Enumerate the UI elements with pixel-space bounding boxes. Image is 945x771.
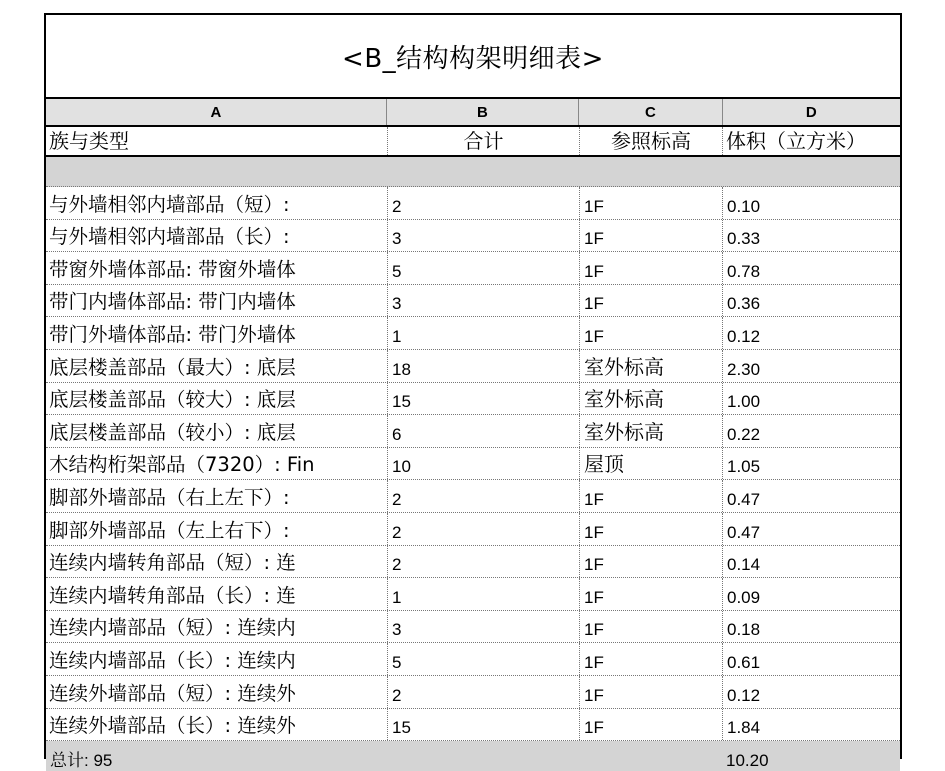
field-header-reference-level[interactable]: 参照标高 [579, 127, 722, 155]
cell-count[interactable]: 5 [387, 643, 579, 675]
cell-family-type[interactable]: 连续内墙转角部品（长）: 连 [49, 583, 296, 607]
cell-family-type[interactable]: 带窗外墙体部品: 带窗外墙体 [49, 257, 296, 281]
cell-reference-level[interactable]: 1F [579, 578, 722, 610]
table-row[interactable] [46, 285, 900, 318]
table-row[interactable] [46, 220, 900, 253]
field-header-volume[interactable]: 体积（立方米） [722, 127, 900, 155]
cell-count[interactable]: 10 [387, 448, 579, 480]
cell-count[interactable]: 3 [387, 611, 579, 643]
column-letter-b[interactable]: B [386, 99, 578, 125]
table-row[interactable] [46, 383, 900, 416]
cell-family-type[interactable]: 连续外墙部品（长）: 连续外 [49, 714, 296, 738]
cell-reference-level[interactable]: 室外标高 [579, 350, 722, 382]
field-header-count[interactable]: 合计 [387, 127, 579, 155]
cell-reference-level[interactable]: 1F [579, 513, 722, 545]
cell-count[interactable]: 3 [387, 285, 579, 317]
cell-family-type[interactable]: 底层楼盖部品（较小）: 底层 [49, 420, 296, 444]
cell-count[interactable]: 1 [387, 578, 579, 610]
cell-reference-level[interactable]: 1F [579, 317, 722, 349]
cell-volume[interactable]: 0.36 [722, 285, 900, 317]
cell-volume[interactable]: 1.05 [722, 448, 900, 480]
cell-reference-level[interactable]: 1F [579, 611, 722, 643]
cell-reference-level[interactable]: 1F [579, 643, 722, 675]
column-letter-d[interactable]: D [722, 99, 900, 125]
table-row[interactable] [46, 415, 900, 448]
group-header-row[interactable] [46, 157, 900, 187]
cell-family-type[interactable]: 带门内墙体部品: 带门内墙体 [49, 290, 296, 314]
cell-family-type[interactable]: 脚部外墙部品（左上右下）: [49, 518, 290, 542]
column-letter-header [46, 99, 900, 127]
cell-reference-level[interactable]: 1F [579, 676, 722, 708]
cell-count[interactable]: 15 [387, 383, 579, 415]
cell-family-type[interactable]: 底层楼盖部品（最大）: 底层 [49, 355, 296, 379]
cell-volume[interactable]: 0.61 [722, 643, 900, 675]
table-row[interactable] [46, 546, 900, 579]
cell-count[interactable]: 2 [387, 513, 579, 545]
total-empty-c [579, 741, 722, 771]
cell-family-type[interactable]: 木结构桁架部品（7320）: Fin [49, 453, 315, 477]
column-letter-a[interactable]: A [210, 103, 222, 121]
cell-family-type[interactable]: 底层楼盖部品（较大）: 底层 [49, 388, 296, 412]
table-row[interactable] [46, 350, 900, 383]
cell-reference-level[interactable]: 屋顶 [579, 448, 722, 480]
cell-reference-level[interactable]: 1F [579, 285, 722, 317]
table-row[interactable] [46, 317, 900, 350]
cell-count[interactable]: 18 [387, 350, 579, 382]
total-count: 总计: 95 [50, 751, 113, 771]
schedule-body [46, 187, 900, 741]
cell-reference-level[interactable]: 室外标高 [579, 415, 722, 447]
cell-reference-level[interactable]: 室外标高 [579, 383, 722, 415]
cell-family-type[interactable]: 与外墙相邻内墙部品（短）: [49, 192, 290, 216]
cell-volume[interactable]: 0.78 [722, 252, 900, 284]
table-row[interactable] [46, 513, 900, 546]
table-row[interactable] [46, 676, 900, 709]
cell-reference-level[interactable]: 1F [579, 187, 722, 219]
cell-volume[interactable]: 0.33 [722, 220, 900, 252]
total-empty-b [387, 741, 579, 771]
table-row[interactable] [46, 578, 900, 611]
cell-volume[interactable]: 1.00 [722, 383, 900, 415]
cell-volume[interactable]: 0.47 [722, 513, 900, 545]
cell-family-type[interactable]: 与外墙相邻内墙部品（长）: [49, 225, 290, 249]
cell-count[interactable]: 2 [387, 546, 579, 578]
cell-volume[interactable]: 0.18 [722, 611, 900, 643]
cell-count[interactable]: 1 [387, 317, 579, 349]
table-row[interactable] [46, 187, 900, 220]
cell-reference-level[interactable]: 1F [579, 480, 722, 512]
field-header-row [46, 127, 900, 157]
cell-count[interactable]: 2 [387, 187, 579, 219]
cell-count[interactable]: 3 [387, 220, 579, 252]
cell-family-type[interactable]: 脚部外墙部品（右上左下）: [49, 485, 290, 509]
cell-volume[interactable]: 0.14 [722, 546, 900, 578]
cell-reference-level[interactable]: 1F [579, 252, 722, 284]
table-row[interactable] [46, 252, 900, 285]
table-row[interactable] [46, 611, 900, 644]
cell-reference-level[interactable]: 1F [579, 709, 722, 741]
total-volume: 10.20 [726, 751, 769, 771]
schedule-title: <B_结构构架明细表> [46, 15, 900, 99]
table-row[interactable] [46, 448, 900, 481]
cell-volume[interactable]: 0.22 [722, 415, 900, 447]
cell-family-type[interactable]: 连续内墙转角部品（短）: 连 [49, 551, 296, 575]
cell-volume[interactable]: 0.12 [722, 676, 900, 708]
schedule-table [44, 13, 902, 771]
field-header-family-type[interactable]: 族与类型 [49, 129, 129, 153]
cell-volume[interactable]: 0.09 [722, 578, 900, 610]
cell-count[interactable]: 2 [387, 480, 579, 512]
cell-volume[interactable]: 0.47 [722, 480, 900, 512]
table-row[interactable] [46, 643, 900, 676]
total-row[interactable] [46, 741, 900, 771]
cell-volume[interactable]: 0.10 [722, 187, 900, 219]
cell-family-type[interactable]: 连续外墙部品（短）: 连续外 [49, 681, 296, 705]
cell-volume[interactable]: 1.84 [722, 709, 900, 741]
cell-count[interactable]: 2 [387, 676, 579, 708]
table-row[interactable] [46, 480, 900, 513]
table-row[interactable] [46, 709, 900, 742]
cell-count[interactable]: 6 [387, 415, 579, 447]
cell-family-type[interactable]: 连续内墙部品（短）: 连续内 [49, 616, 296, 640]
cell-family-type[interactable]: 带门外墙体部品: 带门外墙体 [49, 322, 296, 346]
cell-volume[interactable]: 2.30 [722, 350, 900, 382]
cell-count[interactable]: 15 [387, 709, 579, 741]
cell-reference-level[interactable]: 1F [579, 220, 722, 252]
cell-family-type[interactable]: 连续内墙部品（长）: 连续内 [49, 648, 296, 672]
cell-reference-level[interactable]: 1F [579, 546, 722, 578]
column-letter-c[interactable]: C [578, 99, 722, 125]
cell-volume[interactable]: 0.12 [722, 317, 900, 349]
cell-count[interactable]: 5 [387, 252, 579, 284]
